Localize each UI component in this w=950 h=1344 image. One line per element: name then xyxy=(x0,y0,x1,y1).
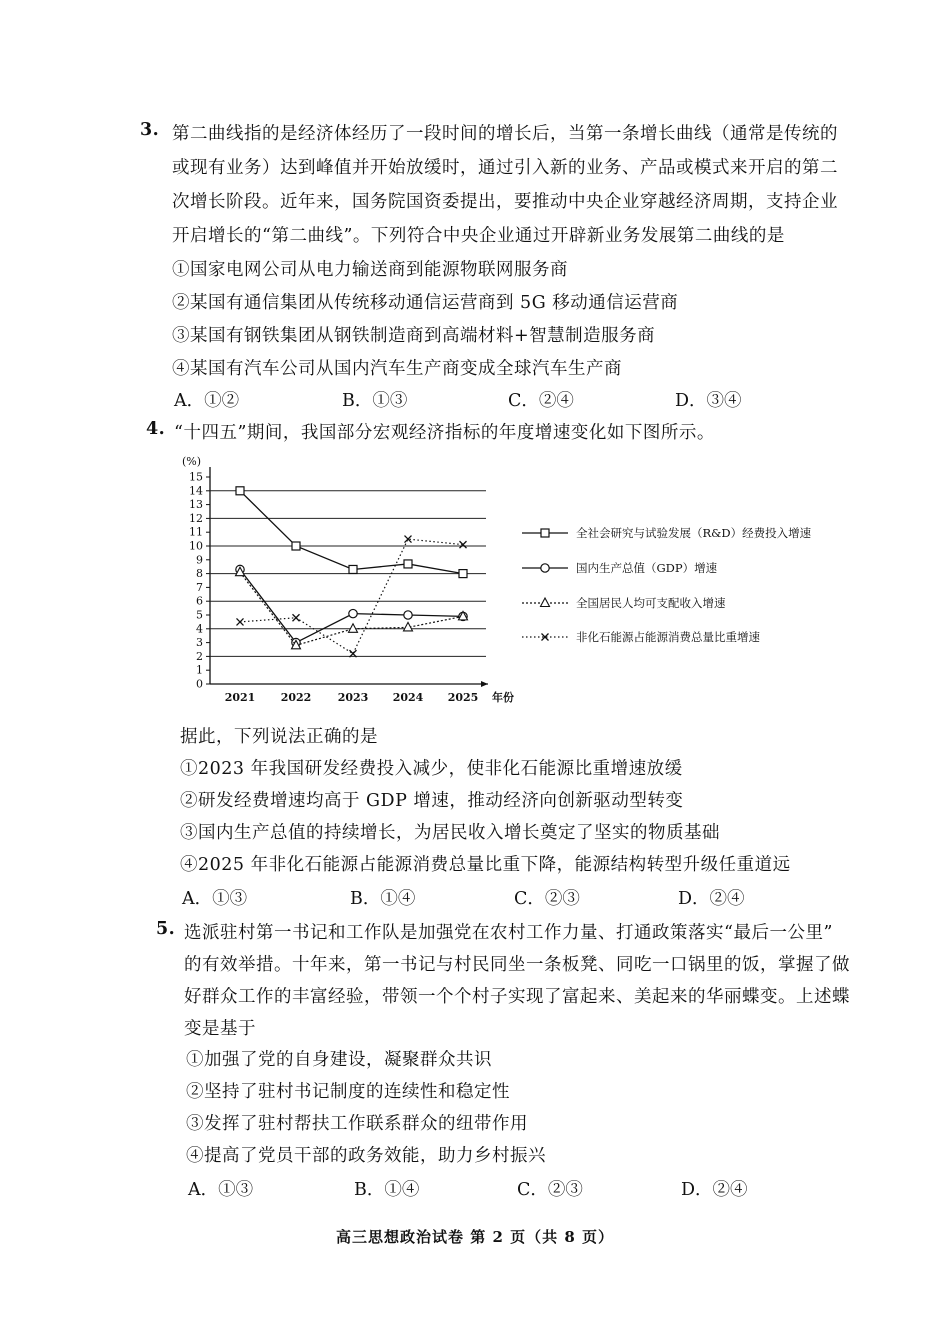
y-tick-label: 2 xyxy=(196,649,203,663)
statement: ④2025 年非化石能源占能源消费总量比重下降，能源结构转型升级任重道远 xyxy=(180,855,791,875)
option-a[interactable]: A．①② xyxy=(174,391,240,411)
option-a[interactable]: A．①③ xyxy=(182,889,248,909)
data-point-circle xyxy=(349,609,357,617)
question-text-line: 次增长阶段。近年来，国务院国资委提出，要推动中央企业穿越经济周期，支持企业 xyxy=(172,192,838,212)
statement: ④提高了党员干部的政务效能，助力乡村振兴 xyxy=(186,1146,546,1166)
option-c[interactable]: C．②④ xyxy=(508,391,574,411)
x-axis-label: 年份 xyxy=(492,691,514,704)
option-a[interactable]: A．①③ xyxy=(188,1180,254,1200)
x-tick-label: 2023 xyxy=(337,691,369,704)
legend-label: 非化石能源占能源消费总量比重增速 xyxy=(576,630,760,644)
x-tick-label: 2022 xyxy=(280,691,312,704)
y-tick-label: 15 xyxy=(189,470,203,484)
y-tick-label: 14 xyxy=(189,484,203,498)
statement: ①2023 年我国研发经费投入减少，使非化石能源比重增速放缓 xyxy=(180,759,683,779)
legend-label: 全社会研究与试验发展（R&D）经费投入增速 xyxy=(576,526,812,540)
y-tick-label: 1 xyxy=(196,663,203,677)
data-point-square xyxy=(236,487,244,495)
question-text-line: “十四五”期间，我国部分宏观经济指标的年度增速变化如下图所示。 xyxy=(174,423,715,443)
data-point-square xyxy=(459,570,467,578)
question-lead: 据此，下列说法正确的是 xyxy=(180,727,378,747)
y-tick-label: 0 xyxy=(196,677,203,691)
question-number: 5. xyxy=(156,919,176,939)
y-tick-label: 9 xyxy=(196,553,203,567)
series-line-4 xyxy=(240,539,463,654)
option-d[interactable]: D．③④ xyxy=(675,391,742,411)
statement: ①国家电网公司从电力输送商到能源物联网服务商 xyxy=(172,260,568,280)
series-line-1 xyxy=(240,491,463,574)
data-point-square xyxy=(404,560,412,568)
y-tick-label: 3 xyxy=(196,636,203,650)
legend-label: 全国居民人均可支配收入增速 xyxy=(576,596,726,610)
page-footer: 高三思想政治试卷 第 2 页（共 8 页） xyxy=(336,1228,614,1246)
question-text-line: 开启增长的“第二曲线”。下列符合中央企业通过开辟新业务发展第二曲线的是 xyxy=(172,226,785,246)
question-text-line: 选派驻村第一书记和工作队是加强党在农村工作力量、打通政策落实“最后一公里” xyxy=(184,923,833,943)
x-axis-arrow xyxy=(481,681,488,687)
y-tick-label: 13 xyxy=(189,498,203,512)
x-tick-label: 2024 xyxy=(392,691,424,704)
option-b[interactable]: B．①④ xyxy=(354,1180,420,1200)
y-tick-label: 6 xyxy=(196,594,203,608)
statement: ③国内生产总值的持续增长，为居民收入增长奠定了坚实的物质基础 xyxy=(180,823,720,843)
option-c[interactable]: C．②③ xyxy=(514,889,580,909)
data-point-circle xyxy=(404,611,412,619)
statement: ③某国有钢铁集团从钢铁制造商到高端材料+智慧制造服务商 xyxy=(172,326,656,346)
question-number: 3. xyxy=(140,120,160,140)
statement: ④某国有汽车公司从国内汽车生产商变成全球汽车生产商 xyxy=(172,359,622,379)
y-axis-label: (%) xyxy=(182,455,202,468)
legend-label: 国内生产总值（GDP）增速 xyxy=(576,561,718,575)
y-tick-label: 5 xyxy=(196,608,203,622)
statement: ②某国有通信集团从传统移动通信运营商到 5G 移动通信运营商 xyxy=(172,293,679,313)
data-point-square xyxy=(292,542,300,550)
statement: ③发挥了驻村帮扶工作联系群众的纽带作用 xyxy=(186,1114,528,1134)
question-text-line: 好群众工作的丰富经验，带领一个个村子实现了富起来、美起来的华丽蝶变。上述蝶 xyxy=(184,987,850,1007)
y-tick-label: 10 xyxy=(189,539,203,553)
legend-marker-square xyxy=(541,529,549,537)
option-b[interactable]: B．①④ xyxy=(350,889,416,909)
x-tick-label: 2025 xyxy=(447,691,479,704)
question-text-line: 的有效举措。十年来，第一书记与村民同坐一条板凳、同吃一口锅里的饭，掌握了做 xyxy=(184,955,850,975)
data-point-triangle xyxy=(349,624,358,633)
option-d[interactable]: D．②④ xyxy=(678,889,745,909)
option-c[interactable]: C．②③ xyxy=(517,1180,583,1200)
option-d[interactable]: D．②④ xyxy=(681,1180,748,1200)
data-point-square xyxy=(349,565,357,573)
question-text-line: 第二曲线指的是经济体经历了一段时间的增长后，当第一条增长曲线（通常是传统的 xyxy=(172,124,838,144)
question-number: 4. xyxy=(146,419,166,439)
data-point-cross xyxy=(460,541,467,548)
y-tick-label: 7 xyxy=(196,580,203,594)
data-point-cross xyxy=(293,614,300,621)
question-text-line: 或现有业务）达到峰值并开始放缓时，通过引入新的业务、产品或模式来开启的第二 xyxy=(172,158,838,178)
y-tick-label: 11 xyxy=(189,525,203,539)
y-tick-label: 12 xyxy=(189,511,203,525)
question-text-line: 变是基于 xyxy=(184,1019,256,1039)
series-line-3 xyxy=(240,572,463,645)
line-chart xyxy=(170,452,870,712)
option-b[interactable]: B．①③ xyxy=(342,391,408,411)
data-point-cross xyxy=(237,618,244,625)
y-tick-label: 4 xyxy=(196,622,203,636)
statement: ②研发经费增速均高于 GDP 增速，推动经济向创新驱动型转变 xyxy=(180,791,684,811)
y-tick-label: 8 xyxy=(196,567,203,581)
statement: ①加强了党的自身建设，凝聚群众共识 xyxy=(186,1050,492,1070)
legend-marker-triangle xyxy=(541,598,550,607)
legend-marker-circle xyxy=(541,564,549,572)
x-tick-label: 2021 xyxy=(224,691,256,704)
statement: ②坚持了驻村书记制度的连续性和稳定性 xyxy=(186,1082,510,1102)
